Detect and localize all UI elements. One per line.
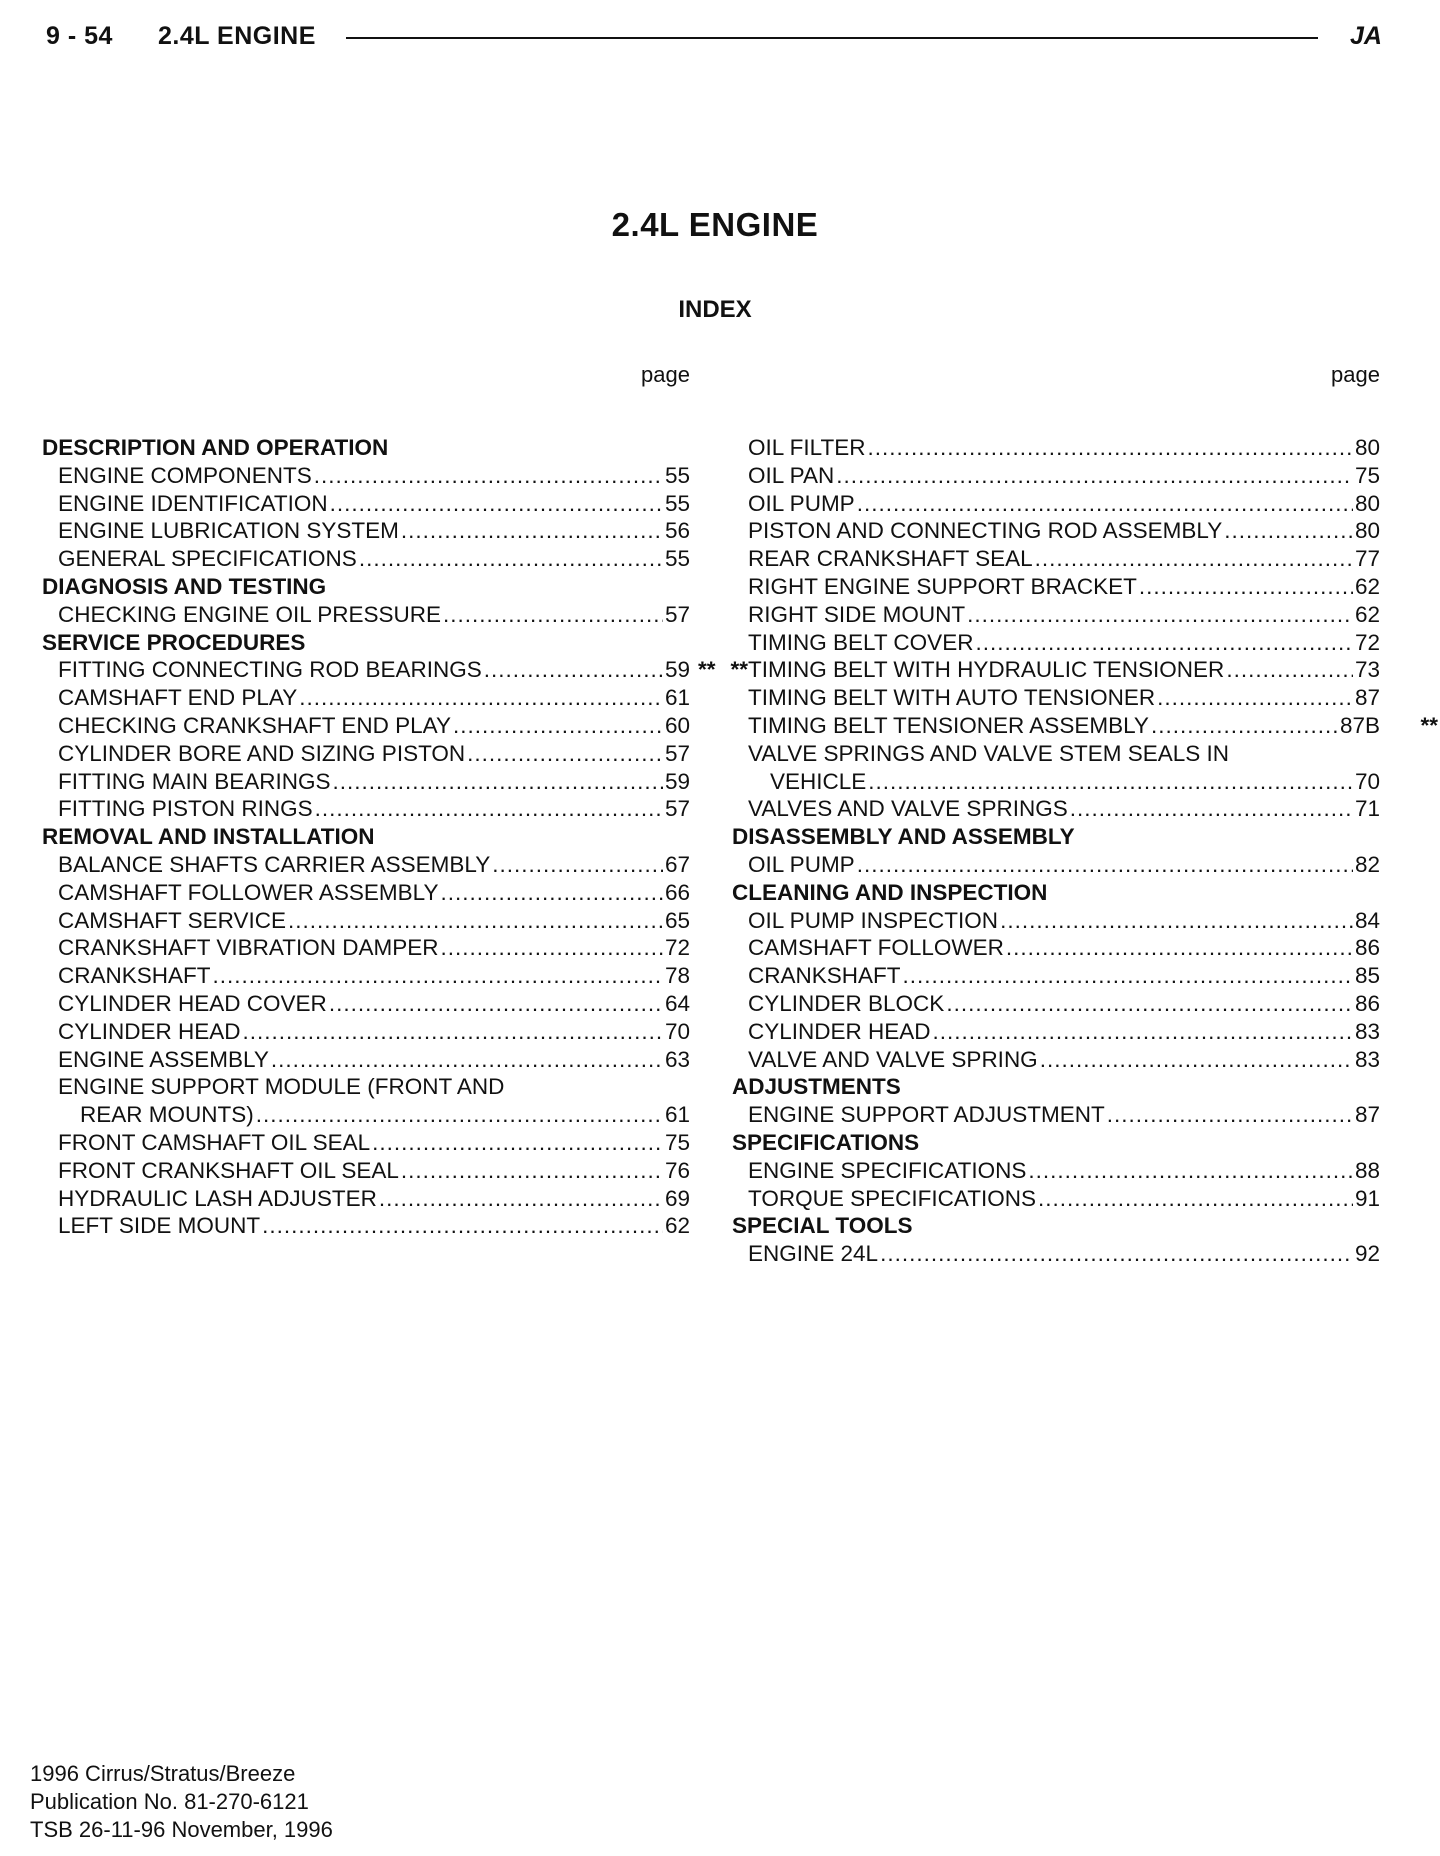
page-column-label: page [1331,362,1380,387]
index-entry-page: 77 [1354,546,1380,572]
index-entry-page: 63 [664,1046,690,1072]
index-entry-page: 55 [664,462,690,488]
index-entry-title: CYLINDER HEAD [58,1018,241,1044]
index-entry-title: TORQUE SPECIFICATIONS [748,1185,1036,1211]
dot-leader [868,434,1353,462]
index-entry-page: 60 [664,712,690,738]
index-entry-title: CRANKSHAFT [58,963,211,989]
dot-leader [1006,934,1353,962]
index-entry-title: ENGINE COMPONENTS [58,462,312,488]
index-entry-page: 82 [1354,851,1380,877]
index-section-heading: ADJUSTMENTS [732,1074,901,1100]
index-entry [42,1018,690,1046]
index-entry-page: 92 [1354,1241,1380,1267]
index-entry-title: CRANKSHAFT [748,963,901,989]
index-entry-title: FITTING CONNECTING ROD BEARINGS [58,657,482,683]
index-section-heading: REMOVAL AND INSTALLATION [42,824,375,850]
footer-model-line: 1996 Cirrus/Stratus/Breeze [30,1761,296,1786]
index-entry-title: ENGINE ASSEMBLY [58,1046,269,1072]
dot-leader [967,601,1353,629]
index-list-left [42,434,748,1240]
index-entry [732,1018,1380,1046]
index-entry [42,1046,690,1074]
dot-leader [372,1129,663,1157]
dot-leader [975,629,1353,657]
index-section-heading: DESCRIPTION AND OPERATION [42,435,389,460]
index-entry-title: LEFT SIDE MOUNT [58,1213,261,1239]
index-column-left [42,362,748,1240]
index-entry [42,1129,690,1157]
index-entry-page: 56 [664,518,690,544]
index-entry-title: FITTING MAIN BEARINGS [58,768,331,794]
index-entry [42,601,690,629]
dot-leader [299,684,663,712]
index-entry-title: CYLINDER BORE AND SIZING PISTON [58,740,466,766]
index-entry-page: 61 [664,1102,690,1128]
index-entry [732,990,1380,1018]
index-section-heading: SPECIFICATIONS [732,1129,920,1155]
index-entry-wrapped-line: ENGINE SUPPORT MODULE (FRONT AND [58,1074,505,1100]
index-entry-title: VALVES AND VALVE SPRINGS [748,796,1068,822]
dot-leader [315,795,663,823]
index-entry-page: 69 [664,1185,690,1211]
index-entry [42,656,748,684]
index-entry-page: 83 [1354,1018,1380,1044]
index-entry-title: TIMING BELT TENSIONER ASSEMBLY [748,712,1149,738]
index-entry [732,962,1380,990]
index-entry-title: OIL PUMP [748,851,855,877]
index-entry [732,907,1380,935]
index-entry-wrapped-line: VALVE SPRINGS AND VALVE STEM SEALS IN [748,740,1229,766]
index-entry [42,1185,690,1213]
dot-leader [243,1018,663,1046]
index-entry [698,656,1380,684]
index-entry-title: REAR MOUNTS) [80,1102,254,1128]
header-section-title: 2.4L ENGINE [158,22,316,50]
index-entry-page: 67 [664,851,690,877]
dot-leader [333,768,663,796]
index-entry [732,712,1438,740]
index-entry-title: VALVE AND VALVE SPRING [748,1046,1038,1072]
index-entry-title: CYLINDER HEAD [748,1018,931,1044]
index-entry-page: 65 [664,907,690,933]
dot-leader [1226,656,1353,684]
index-entry-title: TIMING BELT WITH HYDRAULIC TENSIONER [748,657,1225,683]
index-entry-page: 91 [1354,1185,1380,1211]
index-entry-title: CYLINDER BLOCK [748,990,945,1016]
page-title: 2.4L ENGINE [611,206,819,243]
index-entry [42,1101,690,1129]
header-model-code: JA [1350,22,1382,50]
dot-leader [933,1018,1353,1046]
index-entry-page: 71 [1354,796,1380,822]
index-entry-title: ENGINE IDENTIFICATION [58,490,328,516]
running-header [46,20,1386,56]
index-entry-page: 72 [1354,629,1380,655]
index-entry [732,795,1380,823]
index-entry-page: 88 [1354,1157,1380,1183]
index-section-heading: CLEANING AND INSPECTION [732,879,1048,905]
dot-leader [443,601,663,629]
index-entry-title: OIL PUMP INSPECTION [748,907,999,933]
index-entry-title: FRONT CAMSHAFT OIL SEAL [58,1129,371,1155]
dot-leader [946,990,1353,1018]
dot-leader [1040,1046,1353,1074]
index-entry-page: 70 [1354,768,1380,794]
index-entry [732,462,1380,490]
index-entry [42,851,690,879]
index-entry-page: 70 [664,1018,690,1044]
index-section-heading: DIAGNOSIS AND TESTING [42,573,327,599]
dot-leader [1000,907,1353,935]
index-entry [732,1185,1380,1213]
index-entry-title: CRANKSHAFT VIBRATION DAMPER [58,935,439,961]
dot-leader [1028,1157,1353,1185]
index-entry-title: OIL PUMP [748,490,855,516]
index-entry-title: CAMSHAFT END PLAY [58,685,298,711]
index-section-heading: SPECIAL TOOLS [732,1213,913,1239]
header-page-number: 9 - 54 [46,22,113,50]
dot-leader [288,907,663,935]
index-section-heading: SERVICE PROCEDURES [42,629,306,655]
index-entry-page: 78 [664,963,690,989]
index-entry-title: CHECKING CRANKSHAFT END PLAY [58,712,451,738]
index-entry [42,907,690,935]
index-entry-page: 87B [1339,712,1380,738]
index-entry-page: 57 [664,796,690,822]
index-entry [732,517,1380,545]
index-entry-title: OIL FILTER [748,435,866,460]
index-entry-title: CHECKING ENGINE OIL PRESSURE [58,601,441,627]
index-entry-title: ENGINE SUPPORT ADJUSTMENT [748,1102,1105,1128]
dot-leader [880,1240,1353,1268]
index-entry-page: 62 [664,1213,690,1239]
index-entry [732,601,1380,629]
index-entry-page: 55 [664,490,690,516]
dot-leader [330,490,663,518]
index-entry-title: RIGHT SIDE MOUNT [748,601,966,627]
index-entry-title: ENGINE LUBRICATION SYSTEM [58,518,399,544]
dot-leader [1035,545,1353,573]
index-entry-page: 62 [1354,601,1380,627]
index-column-right [698,362,1438,1268]
dot-leader [401,1157,663,1185]
page-column-label: page [641,362,690,387]
index-entry [732,490,1380,518]
dot-leader [271,1046,663,1074]
index-entry [732,934,1380,962]
dot-leader [453,712,663,740]
index-entry-page: 57 [664,601,690,627]
dot-leader [379,1185,663,1213]
index-entry [42,712,690,740]
revision-marker: ** [730,657,748,683]
index-entry-page: 59 [664,657,690,683]
index-entry [732,1157,1380,1185]
index-section-heading: DISASSEMBLY AND ASSEMBLY [732,824,1075,850]
index-entry-page: 59 [664,768,690,794]
index-entry-page: 75 [664,1129,690,1155]
dot-leader [903,962,1353,990]
index-entry [732,1046,1380,1074]
index-entry-page: 61 [664,685,690,711]
index-entry-page: 72 [664,935,690,961]
index-entry [42,545,690,573]
index-entry-page: 87 [1354,685,1380,711]
revision-marker: ** [1420,712,1438,738]
dot-leader [359,545,663,573]
dot-leader [314,462,663,490]
dot-leader [1107,1101,1353,1129]
footer-tsb-line: TSB 26-11-96 November, 1996 [30,1817,333,1842]
publication-footer [30,1760,333,1844]
dot-leader [329,990,663,1018]
index-entry [732,545,1380,573]
index-entry [42,517,690,545]
dot-leader [1070,795,1353,823]
dot-leader [441,879,663,907]
dot-leader [1139,573,1353,601]
dot-leader [440,934,663,962]
index-entry [42,879,690,907]
index-entry [732,573,1380,601]
index-entry [732,1101,1380,1129]
revision-marker: ** [698,657,716,683]
index-entry-page: 80 [1354,435,1380,460]
index-entry [42,768,690,796]
index-entry [42,962,690,990]
index-entry-title: VEHICLE [770,768,867,794]
index-entry [42,795,690,823]
dot-leader [1038,1185,1353,1213]
dot-leader [213,962,663,990]
index-entry [732,684,1380,712]
index-entry-title: CAMSHAFT FOLLOWER [748,935,1004,961]
index-entry-page: 76 [664,1157,690,1183]
dot-leader [401,517,663,545]
dot-leader [868,768,1353,796]
header-rule [346,37,1318,39]
index-entry-title: CAMSHAFT FOLLOWER ASSEMBLY [58,879,439,905]
dot-leader [1224,517,1353,545]
index-entry [732,434,1380,462]
dot-leader [857,851,1353,879]
index-heading: INDEX [678,296,752,323]
index-entry-page: 83 [1354,1046,1380,1072]
index-entry-title: GENERAL SPECIFICATIONS [58,546,357,572]
index-entry-title: TIMING BELT COVER [748,629,974,655]
index-entry-title: PISTON AND CONNECTING ROD ASSEMBLY [748,518,1223,544]
index-entry [42,990,690,1018]
index-entry-title: CAMSHAFT SERVICE [58,907,286,933]
index-entry [732,768,1380,796]
index-entry [42,740,690,768]
dot-leader [467,740,663,768]
index-entry-page: 57 [664,740,690,766]
dot-leader [262,1212,663,1240]
index-entry-page: 75 [1354,462,1380,488]
index-entry-title: TIMING BELT WITH AUTO TENSIONER [748,685,1156,711]
dot-leader [836,462,1353,490]
index-entry-page: 86 [1354,935,1380,961]
index-entry-title: CYLINDER HEAD COVER [58,990,327,1016]
index-entry-page: 85 [1354,963,1380,989]
dot-leader [1151,712,1338,740]
index-entry-page: 66 [664,879,690,905]
index-list-right [698,434,1438,1268]
index-entry-title: HYDRAULIC LASH ADJUSTER [58,1185,377,1211]
dot-leader [484,656,663,684]
index-entry [42,490,690,518]
index-entry [42,684,690,712]
index-entry-title: ENGINE 24L [748,1241,879,1267]
footer-publication-line: Publication No. 81-270-6121 [30,1789,309,1814]
index-entry-page: 73 [1354,657,1380,683]
index-entry-page: 80 [1354,518,1380,544]
index-entry [732,629,1380,657]
index-entry [732,851,1380,879]
dot-leader [857,490,1353,518]
index-entry-title: RIGHT ENGINE SUPPORT BRACKET [748,573,1137,599]
dot-leader [1157,684,1353,712]
index-entry [42,462,690,490]
index-entry-title: OIL PAN [748,462,835,488]
index-entry-title: FITTING PISTON RINGS [58,796,313,822]
dot-leader [492,851,663,879]
index-entry-title: BALANCE SHAFTS CARRIER ASSEMBLY [58,851,491,877]
dot-leader [256,1101,663,1129]
index-entry-page: 64 [664,990,690,1016]
index-entry-page: 55 [664,546,690,572]
index-entry [732,1240,1380,1268]
index-entry [42,1212,690,1240]
index-entry-title: ENGINE SPECIFICATIONS [748,1157,1027,1183]
index-entry-page: 86 [1354,990,1380,1016]
index-entry-page: 87 [1354,1102,1380,1128]
index-entry [42,934,690,962]
index-entry-page: 80 [1354,490,1380,516]
index-entry [42,1157,690,1185]
index-entry-title: FRONT CRANKSHAFT OIL SEAL [58,1157,399,1183]
index-entry-title: REAR CRANKSHAFT SEAL [748,546,1033,572]
index-entry-page: 84 [1354,907,1380,933]
index-entry-page: 62 [1354,573,1380,599]
